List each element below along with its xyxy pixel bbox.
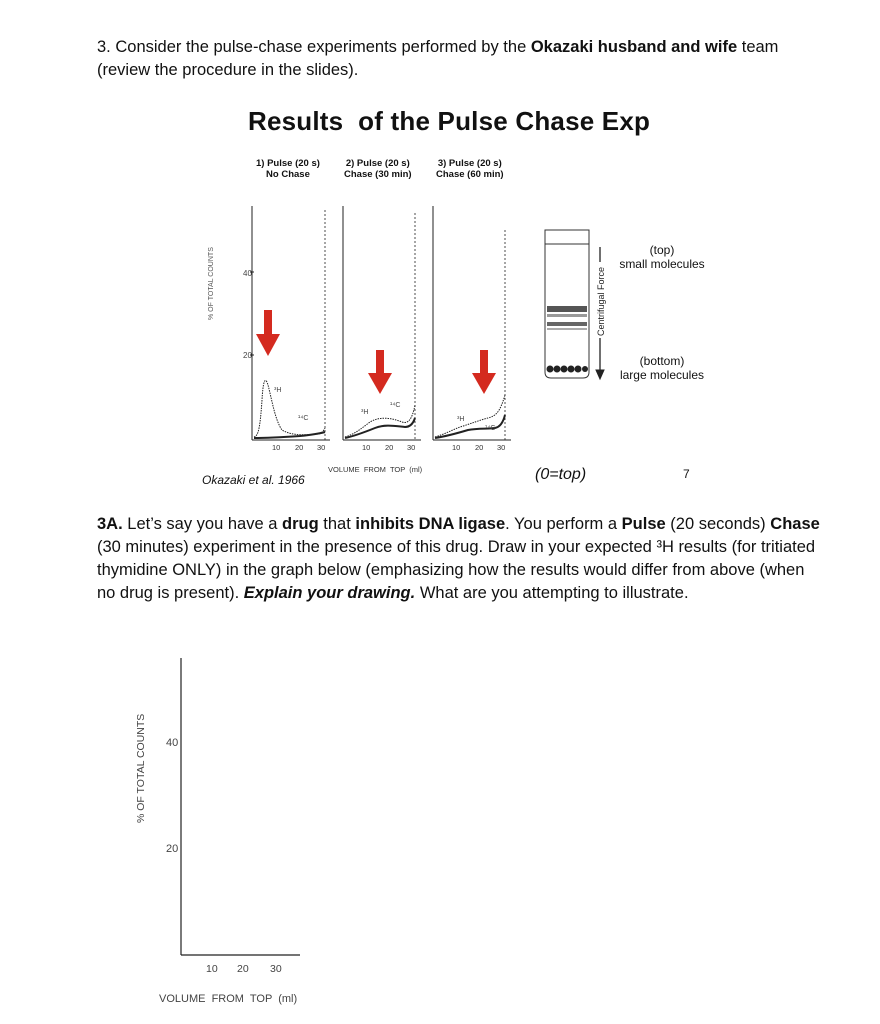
question-3a: 3A. Let’s say you have a drug that inhibits DNA ligase. You perform a Pulse (20 seconds) Chase (30 minutes) experiment in the presence of this drug. Draw in your expected ³H results (for tritiated thymidine ONLY) in the graph below (emphasizing how the results would differ from above (when no drug is present). Explain your drawing. What are you attempting to illustrate.	[97, 515, 820, 602]
figure-y-tick-40: 40	[243, 269, 252, 278]
panel-2-x-tick-10: 10	[362, 443, 371, 452]
panel-1-x-tick-30: 30	[317, 443, 326, 452]
centrifugal-force-label: Centrifugal Force	[596, 266, 606, 336]
zero-top-note: (0=top)	[535, 466, 587, 483]
figure-x-axis-label: VOLUME FROM TOP (ml)	[328, 465, 423, 474]
panel-2-x-tick-30: 30	[407, 443, 416, 452]
panel-1-x-tick-20: 20	[295, 443, 304, 452]
tube-bottom-label: (bottom) large molecules	[619, 354, 705, 382]
panel-3-h3-label: ³H	[457, 416, 465, 423]
blank-graph-x-tick-20: 20	[237, 963, 249, 975]
figure-title: Results of the Pulse Chase Exp	[248, 106, 651, 136]
panel-1-c14-label: ¹⁴C	[298, 415, 309, 422]
question-number: 3.	[97, 38, 111, 56]
slide-number: 7	[683, 467, 690, 481]
blank-graph-x-tick-10: 10	[206, 963, 218, 975]
citation: Okazaki et al. 1966	[202, 473, 305, 487]
panel-label-2: 2) Pulse (20 s) Chase (30 min)	[344, 158, 412, 180]
panel-label-1: 1) Pulse (20 s) No Chase	[256, 158, 320, 180]
figure-y-axis-label: % OF TOTAL COUNTS	[208, 247, 215, 320]
blank-graph-y-tick-20: 20	[166, 843, 179, 855]
panel-3-c14-label: ¹⁴C	[485, 425, 496, 432]
panel-2-h3-label: ³H	[361, 409, 369, 416]
panel-3-x-tick-20: 20	[475, 443, 484, 452]
figure-y-tick-20: 20	[243, 351, 252, 360]
question-bold-text: Okazaki husband and wife	[530, 38, 738, 56]
tube-top-label: (top) small molecules	[619, 243, 705, 271]
panel-3-x-tick-30: 30	[497, 443, 506, 452]
blank-graph-y-axis-label: % OF TOTAL COUNTS	[135, 713, 147, 823]
blank-graph-x-axis-label: VOLUME FROM TOP (ml)	[159, 993, 298, 1005]
panel-1-x-tick-10: 10	[272, 443, 281, 452]
panel-2-c14-label: ¹⁴C	[390, 402, 401, 409]
question-text-end: team (review the procedure in the slides).	[97, 38, 779, 79]
blank-graph-y-tick-40: 40	[166, 737, 179, 749]
panel-3-x-tick-10: 10	[452, 443, 461, 452]
panel-2-x-tick-20: 20	[385, 443, 394, 452]
blank-graph-x-tick-30: 30	[270, 963, 282, 975]
question-text: Consider the pulse-chase experiments performed by the	[115, 38, 527, 56]
panel-1-h3-label: ³H	[274, 387, 282, 394]
panel-label-3: 3) Pulse (20 s) Chase (60 min)	[436, 158, 504, 180]
